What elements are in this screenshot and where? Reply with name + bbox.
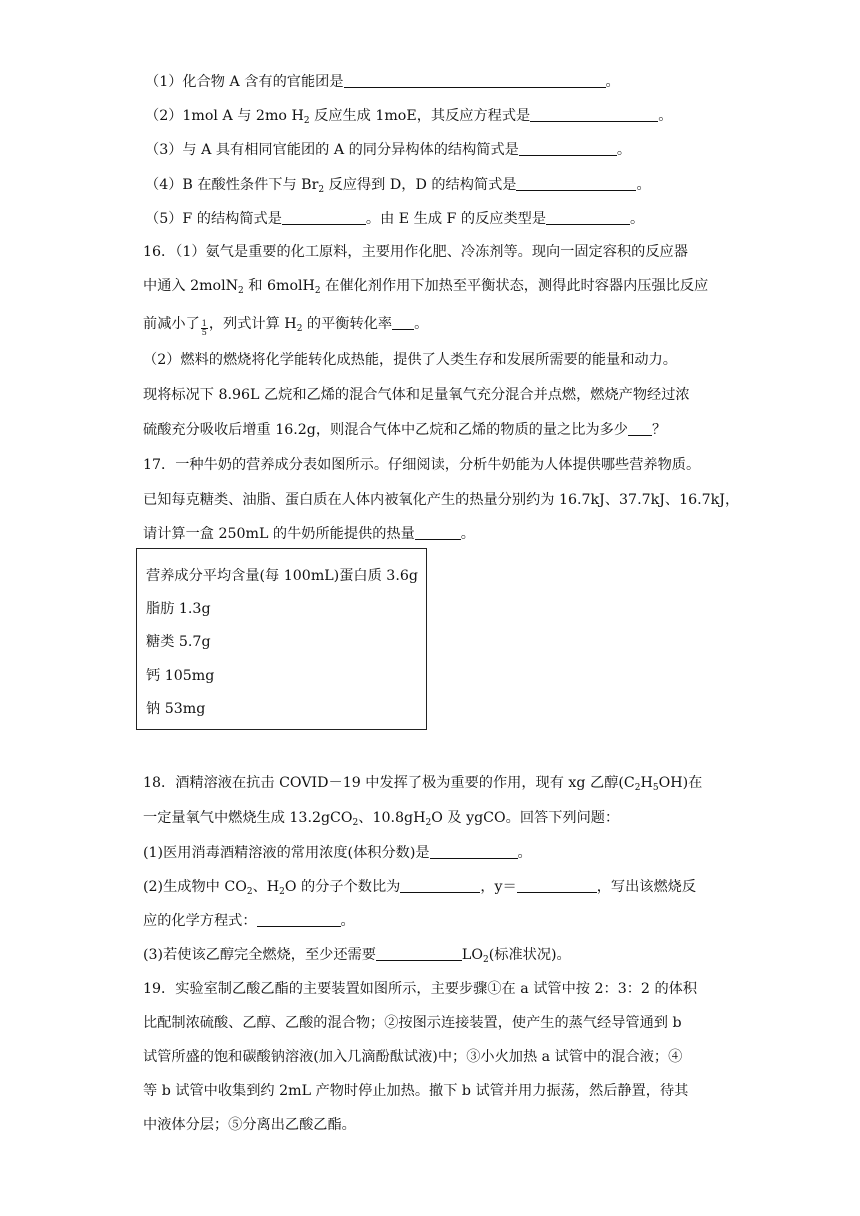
- answer-blank[interactable]: [344, 73, 606, 88]
- answer-blank[interactable]: [415, 525, 461, 540]
- q15-part3: （3）与 A 具有相同官能团的 A 的同分异构体的结构简式是 。: [145, 142, 632, 158]
- q18-line5: 应的化学方程式： 。: [143, 913, 355, 929]
- answer-blank[interactable]: [257, 912, 341, 927]
- nutrition-row: 营养成分平均含量(每 100mL)蛋白质 3.6g: [146, 568, 418, 584]
- nutrition-row: 糖类 5.7g: [146, 634, 211, 650]
- q18-line2: 一定量氧气中燃烧生成 13.2gCO$_2$、$10.8gH_2O$ 及 ygCO。回答下列问题：: [143, 810, 620, 828]
- fraction-one-fifth: $\frac{1}{5}$: [201, 319, 207, 337]
- answer-blank[interactable]: [400, 878, 480, 893]
- q16-line3: 前减小了 $\frac{1}{5}$ ，列式计算 $H_2$ 的平衡转化率 。: [143, 316, 429, 337]
- q17-line3: 请计算一盒 250mL 的牛奶所能提供的热量 。: [143, 526, 475, 542]
- q19-line5: 中液体分层；⑤分离出乙酸乙酯。: [143, 1117, 356, 1133]
- answer-blank[interactable]: [546, 210, 630, 225]
- answer-blank[interactable]: [430, 844, 518, 859]
- q16-line4: （2）燃料的燃烧将化学能转化成热能，提供了人类生存和发展所需要的能量和动力。: [143, 352, 677, 368]
- q16-line5: 现将标况下 8.96L 乙烷和乙烯的混合气体和足量氧气充分混合并点燃，燃烧产物经过浓: [143, 387, 690, 403]
- q18-line3: (1)医用消毒酒精溶液的常用浓度(体积分数)是 。: [143, 845, 532, 861]
- q15-part4: （4）B 在酸性条件下与 $Br_2$ 反应得到 D，D 的结构简式是 。: [145, 177, 651, 195]
- answer-blank[interactable]: [392, 315, 414, 330]
- q18-line1: 18．酒精溶液在抗击 COVID－19 中发挥了极为重要的作用，现有 xg 乙醇$(C_2H_5OH)$在: [143, 775, 703, 793]
- q18-line4: (2)生成物中 $CO_2$、$H_2O$ 的分子个数比为 ，y＝ ，写出该燃烧反: [143, 879, 697, 897]
- nutrition-row: 钙 105mg: [146, 668, 215, 684]
- q19-line4: 等 b 试管中收集到约 2mL 产物时停止加热。撤下 b 试管并用力振荡，然后静置，待其: [143, 1083, 689, 1099]
- q15-part1: （1）化合物 A 含有的官能团是 。: [145, 74, 620, 90]
- q18-line6: (3)若使该乙醇完全燃烧，至少还需要 $LO_2$(标准状况)。: [143, 947, 571, 965]
- answer-blank[interactable]: [517, 878, 597, 893]
- nutrition-table: [136, 548, 427, 730]
- q16-line6: 硫酸充分吸收后增重 16.2g，则混合气体中乙烷和乙烯的物质的量之比为多少 ？: [143, 422, 667, 438]
- answer-blank[interactable]: [516, 176, 636, 191]
- answer-blank[interactable]: [628, 421, 652, 436]
- q19-line1: 19．实验室制乙酸乙酯的主要装置如图所示，主要步骤①在 a 试管中按 2：3：2 的体积: [143, 981, 698, 997]
- nutrition-row: 脂肪 1.3g: [146, 601, 211, 617]
- q16-line2: 中通入 2molN$_2$ 和 6molH$_2$ 在催化剂作用下加热至平衡状态，测得此时容器内压强比反应: [143, 278, 709, 296]
- answer-blank[interactable]: [519, 141, 617, 156]
- q15-part5: （5）F 的结构简式是 。由 E 生成 F 的反应类型是 。: [145, 211, 645, 227]
- nutrition-row: 钠 53mg: [146, 701, 206, 717]
- q16-line1: 16．（1）氨气是重要的化工原料，主要用作化肥、冷冻剂等。现向一固定容积的反应器: [143, 244, 688, 260]
- q17-line2: 已知每克糖类、油脂、蛋白质在人体内被氧化产生的热量分别约为 16.7kJ、37.7kJ、16.7kJ，: [143, 492, 740, 508]
- q19-line2: 比配制浓硫酸、乙醇、乙酸的混合物；②按图示连接装置，使产生的蒸气经导管通到 b: [143, 1015, 682, 1031]
- q15-part2: （2）1mol A 与 2mo $H_2$ 反应生成 1moE，其反应方程式是 。: [145, 108, 673, 126]
- answer-blank[interactable]: [530, 107, 658, 122]
- answer-blank[interactable]: [282, 210, 366, 225]
- q19-line3: 试管所盛的饱和碳酸钠溶液(加入几滴酚酞试液)中；③小火加热 a 试管中的混合液；④: [143, 1049, 683, 1065]
- answer-blank[interactable]: [376, 946, 462, 961]
- q17-line1: 17．一种牛奶的营养成分表如图所示。仔细阅读，分析牛奶能为人体提供哪些营养物质。: [143, 457, 701, 473]
